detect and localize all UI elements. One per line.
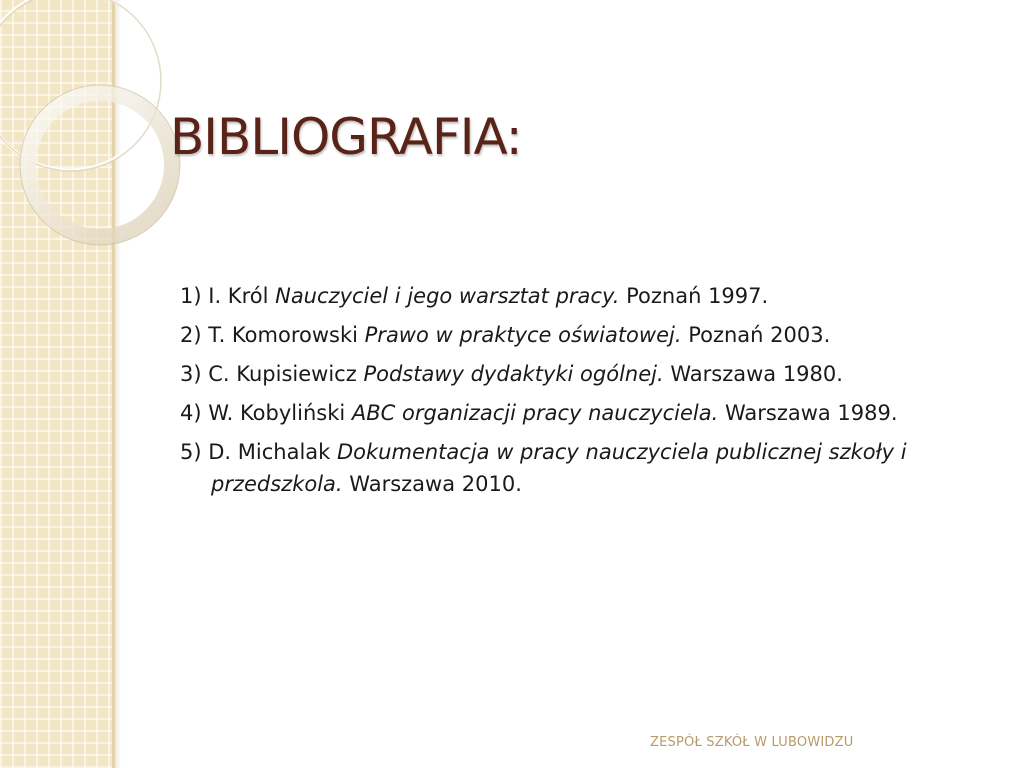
item-publication: Poznań 2003. <box>688 323 831 347</box>
item-number: 3) <box>180 362 202 386</box>
slide-title: BIBLIOGRAFIA: <box>170 108 522 166</box>
item-number: 1) <box>180 284 202 308</box>
item-title: Podstawy dydaktyki ogólnej. <box>363 362 664 386</box>
item-title: ABC organizacji pracy nauczyciela. <box>351 401 719 425</box>
item-author: D. Michalak <box>208 440 331 464</box>
item-number: 2) <box>180 323 202 347</box>
item-publication: Warszawa 2010. <box>349 472 522 496</box>
bibliography-item-1 <box>180 280 1000 312</box>
item-publication: Warszawa 1980. <box>670 362 843 386</box>
item-title: Nauczyciel i jego warsztat pracy. <box>275 284 620 308</box>
item-number: 5) <box>180 440 202 464</box>
bibliography-item-2 <box>180 319 1000 351</box>
item-author: T. Komorowski <box>208 323 358 347</box>
item-author: W. Kobyliński <box>208 401 346 425</box>
item-publication: Poznań 1997. <box>626 284 769 308</box>
bibliography-item-5 <box>180 436 1000 500</box>
item-author: C. Kupisiewicz <box>208 362 357 386</box>
bibliography-list <box>180 280 1000 507</box>
footer-school-name: ZESPÓŁ SZKÓŁ W LUBOWIDZU <box>650 735 854 750</box>
item-author: I. Król <box>208 284 269 308</box>
item-title: Prawo w praktyce oświatowej. <box>364 323 682 347</box>
bibliography-item-4 <box>180 397 1000 429</box>
item-title: Dokumentacja w pracy nauczyciela publicznej szkoły i przedszkola. <box>211 440 907 496</box>
item-publication: Warszawa 1989. <box>724 401 898 425</box>
item-number: 4) <box>180 401 202 425</box>
bibliography-item-3 <box>180 358 1000 390</box>
